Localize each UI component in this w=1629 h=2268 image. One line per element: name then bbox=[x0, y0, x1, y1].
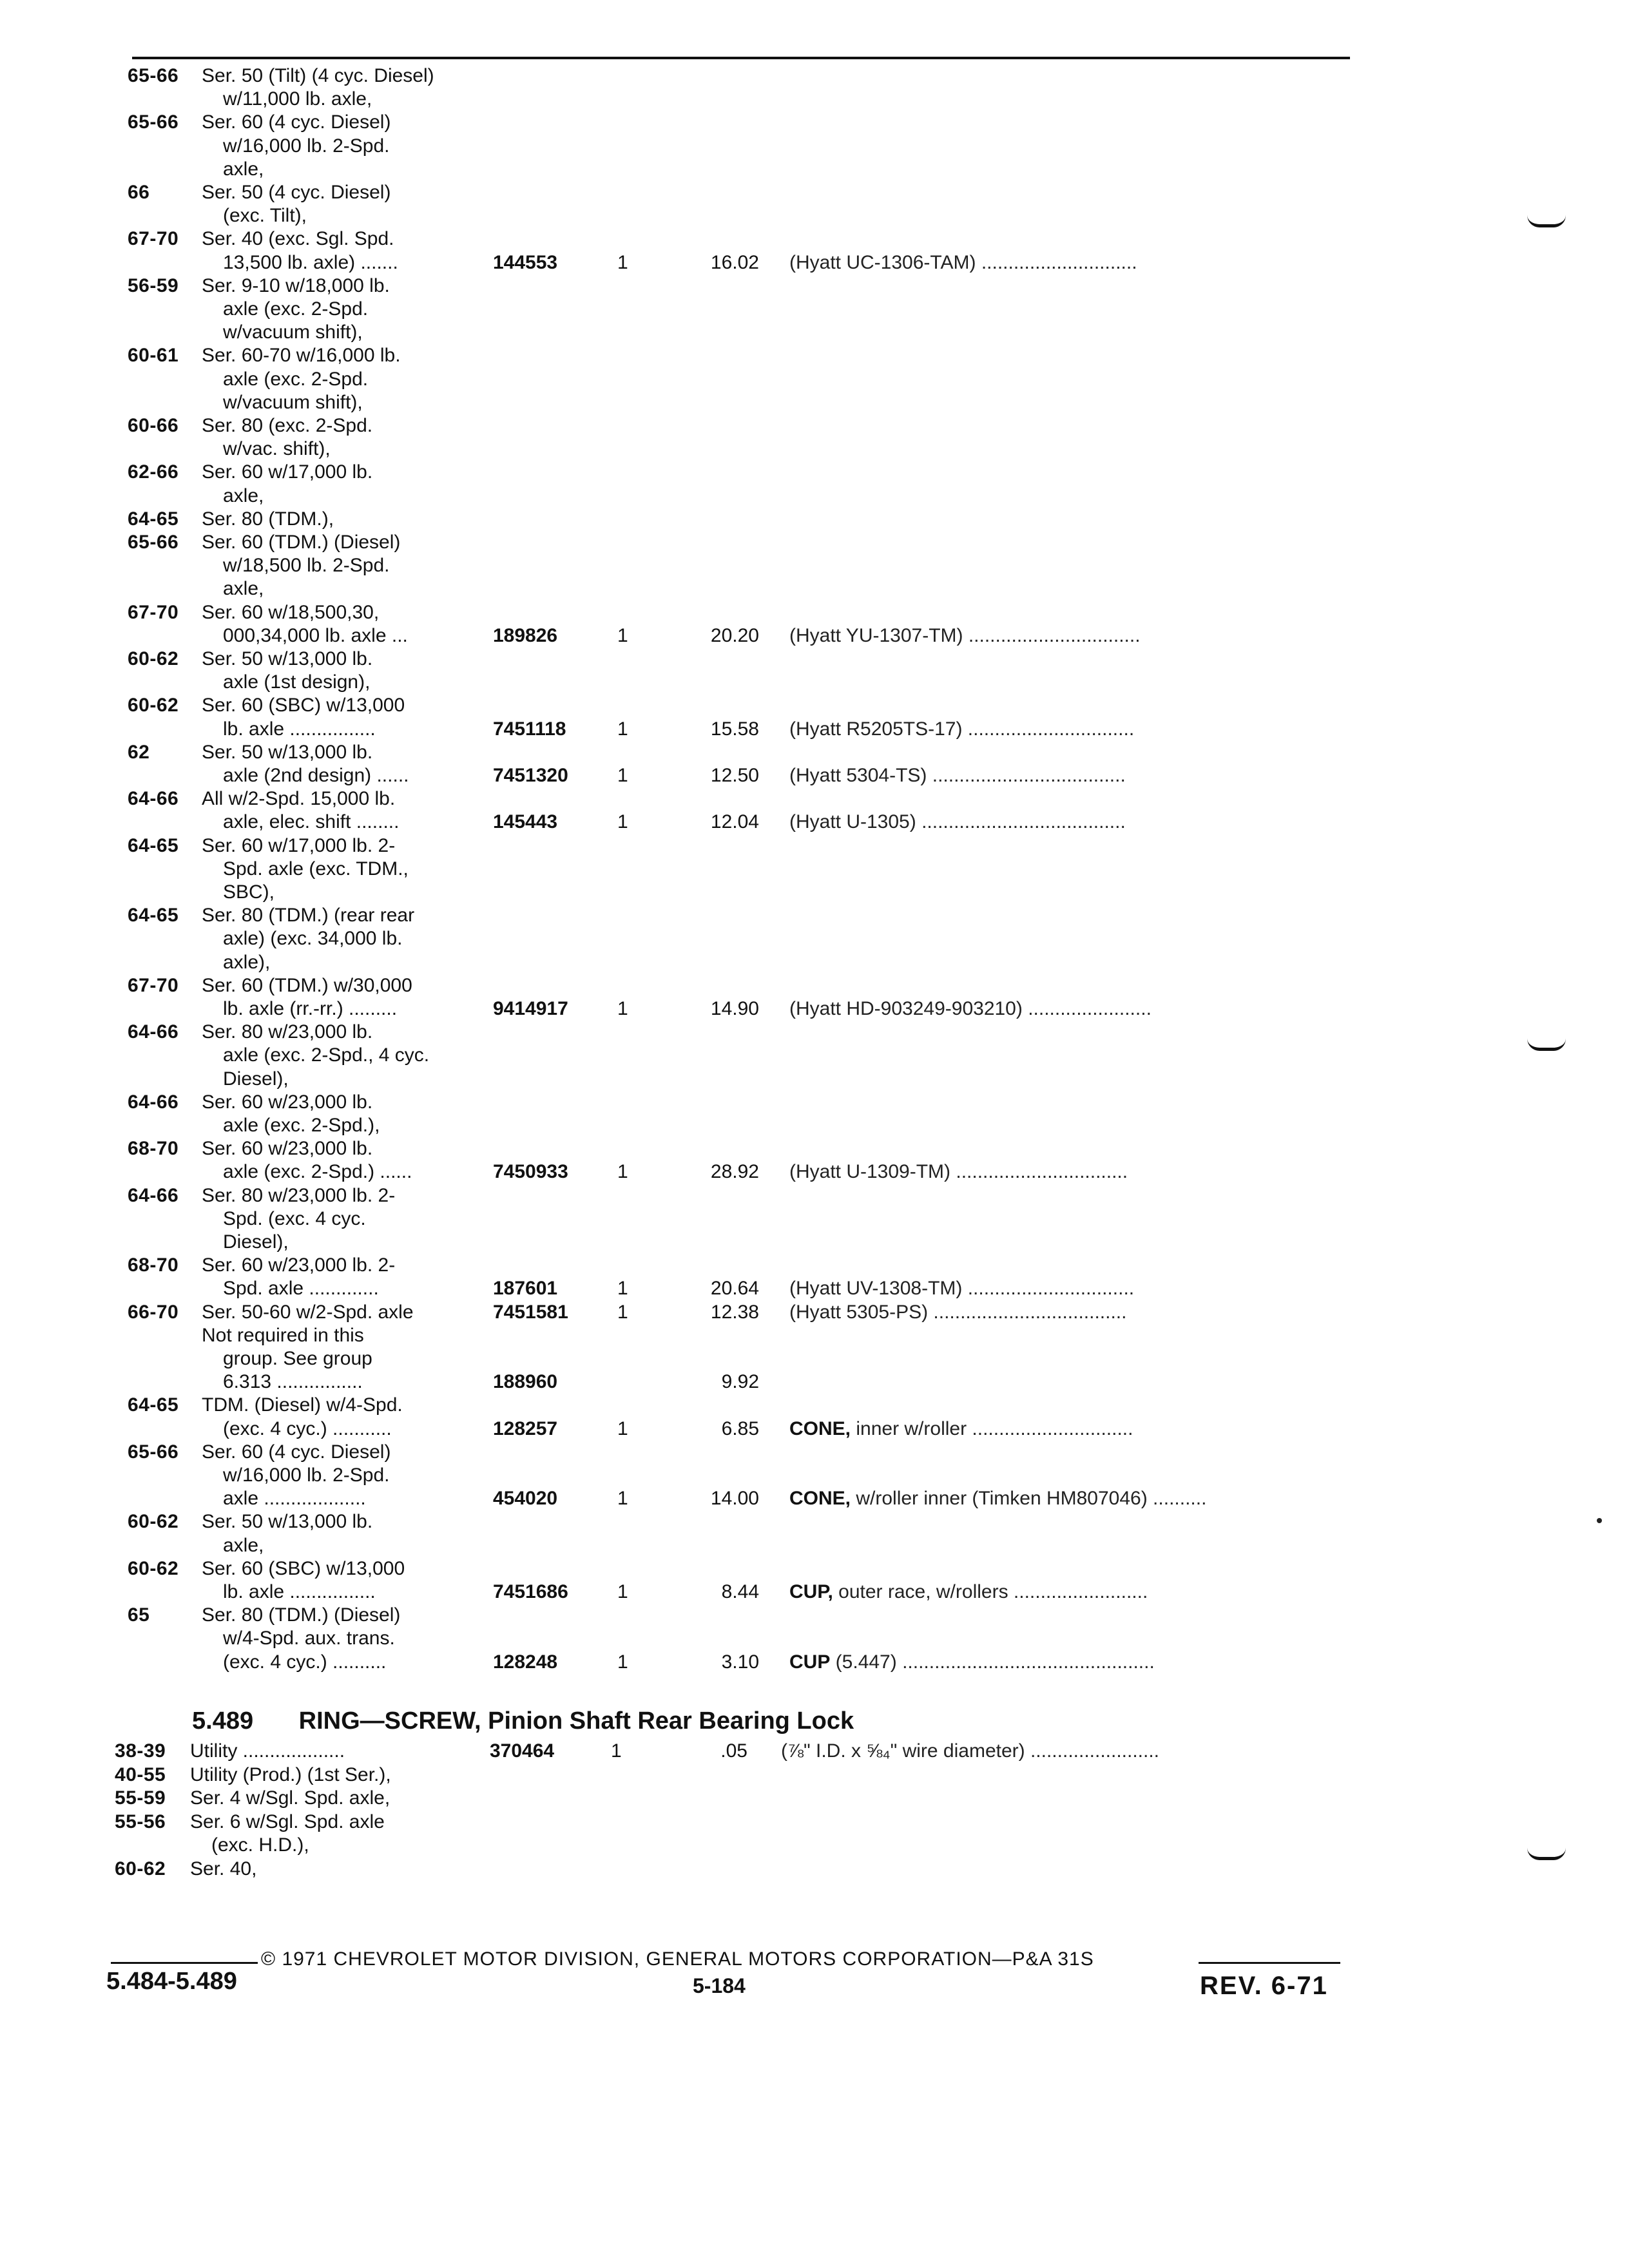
model-years: 67-70 bbox=[128, 228, 179, 250]
part-number: 144553 bbox=[493, 251, 558, 273]
application-text: axle ................... bbox=[223, 1488, 366, 1510]
part-note-text: (Hyatt 5305-PS) .................................... bbox=[789, 1301, 1127, 1323]
part-note bbox=[789, 1301, 1126, 1324]
application-text: axle (exc. 2-Spd.) ...... bbox=[223, 1161, 412, 1183]
footer-page-number: 5-184 bbox=[693, 1974, 746, 1997]
application-text: Ser. 60 (TDM.) (Diesel) bbox=[202, 532, 401, 553]
quantity: 1 bbox=[617, 1278, 628, 1300]
margin-dot bbox=[1597, 1518, 1602, 1523]
part-note bbox=[789, 251, 1137, 274]
application-text: axle, bbox=[223, 1534, 264, 1556]
part-note-text: (Hyatt YU-1307-TM) ................................ bbox=[789, 624, 1141, 646]
application-text: Ser. 80 (TDM.), bbox=[202, 508, 334, 530]
application-text: w/16,000 lb. 2-Spd. bbox=[223, 135, 390, 157]
application-text: Ser. 60 w/23,000 lb. 2- bbox=[202, 1254, 396, 1276]
footer-rule-right bbox=[1199, 1962, 1340, 1964]
price: 12.50 bbox=[710, 765, 759, 786]
model-years: 60-62 bbox=[115, 1858, 166, 1879]
group-number: 5.489 bbox=[192, 1707, 254, 1735]
application-text: Ser. 4 w/Sgl. Spd. axle, bbox=[190, 1787, 390, 1809]
model-years: 40-55 bbox=[115, 1763, 166, 1785]
group-title: RING—SCREW, Pinion Shaft Rear Bearing Lock bbox=[298, 1707, 854, 1735]
model-years: 38-39 bbox=[115, 1740, 166, 1762]
part-number: 454020 bbox=[493, 1488, 558, 1510]
part-number: 145443 bbox=[493, 811, 558, 833]
application-text: Ser. 80 (exc. 2-Spd. bbox=[202, 415, 373, 436]
application-text: Ser. 60-70 w/16,000 lb. bbox=[202, 345, 401, 367]
application-text: Utility ................... bbox=[190, 1740, 345, 1762]
quantity: 1 bbox=[617, 1488, 628, 1510]
part-number: 7450933 bbox=[493, 1161, 568, 1183]
part-number: 187601 bbox=[493, 1278, 558, 1300]
part-number: 189826 bbox=[493, 624, 558, 646]
model-years: 64-66 bbox=[128, 788, 179, 810]
part-note bbox=[789, 1418, 1133, 1441]
application-text: Ser. 6 w/Sgl. Spd. axle bbox=[190, 1811, 385, 1832]
part-note-text: (Hyatt HD-903249-903210) ....................... bbox=[789, 998, 1152, 1019]
part-number: 9414917 bbox=[493, 998, 568, 1019]
application-text: axle, bbox=[223, 578, 264, 600]
model-years: 60-62 bbox=[128, 1557, 179, 1579]
application-text: All w/2-Spd. 15,000 lb. bbox=[202, 788, 396, 810]
application-text: Ser. 60 (4 cyc. Diesel) bbox=[202, 1441, 391, 1463]
model-years: 64-65 bbox=[128, 508, 179, 530]
part-note bbox=[789, 811, 1126, 834]
application-text: axle (exc. 2-Spd.), bbox=[223, 1115, 380, 1136]
application-text: 13,500 lb. axle) ....... bbox=[223, 251, 398, 273]
quantity: 1 bbox=[617, 624, 628, 646]
application-text: Spd. axle (exc. TDM., bbox=[223, 858, 409, 879]
application-text: Ser. 50 (Tilt) (4 cyc. Diesel) bbox=[202, 65, 434, 86]
application-text: (exc. 4 cyc.) .......... bbox=[223, 1651, 387, 1673]
application-text: axle), bbox=[223, 951, 271, 973]
footer-revision: REV. 6-71 bbox=[1200, 1972, 1328, 2000]
part-note-name: CUP bbox=[789, 1651, 831, 1673]
part-note-text: inner w/roller .............................. bbox=[851, 1418, 1133, 1439]
price: 12.04 bbox=[710, 811, 759, 833]
application-text: axle, bbox=[223, 485, 264, 506]
part-note-text: outer race, w/rollers ......................... bbox=[833, 1581, 1148, 1602]
application-text: Ser. 50 w/13,000 lb. bbox=[202, 741, 373, 763]
part-note bbox=[789, 997, 1152, 1021]
application-text: w/11,000 lb. axle, bbox=[223, 88, 372, 110]
application-text: TDM. (Diesel) w/4-Spd. bbox=[202, 1394, 403, 1416]
application-text: Ser. 50-60 w/2-Spd. axle bbox=[202, 1301, 414, 1323]
part-note bbox=[789, 764, 1126, 787]
part-note-text: (Hyatt 5304-TS) .................................... bbox=[789, 765, 1126, 786]
model-years: 56-59 bbox=[128, 274, 179, 296]
price: 20.20 bbox=[710, 624, 759, 646]
model-years: 55-56 bbox=[115, 1811, 166, 1832]
application-text: w/vacuum shift), bbox=[223, 391, 363, 413]
price: 20.64 bbox=[710, 1278, 759, 1300]
part-note-text: (5.447) ............................................... bbox=[830, 1651, 1155, 1673]
part-note-text: (Hyatt U-1309-TM) ................................ bbox=[789, 1161, 1128, 1183]
quantity: 1 bbox=[617, 998, 628, 1019]
quantity: 1 bbox=[617, 765, 628, 786]
part-number: 7451581 bbox=[493, 1301, 568, 1323]
application-text: Ser. 50 w/13,000 lb. bbox=[202, 648, 373, 669]
application-text: lb. axle ................ bbox=[223, 1581, 376, 1602]
price: 14.00 bbox=[710, 1488, 759, 1510]
application-text: Ser. 80 w/23,000 lb. 2- bbox=[202, 1184, 396, 1206]
quantity: 1 bbox=[617, 1651, 628, 1673]
application-text: w/16,000 lb. 2-Spd. bbox=[223, 1465, 390, 1486]
part-note-text: (Hyatt U-1305) ...................................... bbox=[789, 811, 1126, 833]
application-text: lb. axle (rr.-rr.) ......... bbox=[223, 998, 398, 1019]
footer-rule-left bbox=[111, 1962, 258, 1964]
application-text: Utility (Prod.) (1st Ser.), bbox=[190, 1763, 391, 1785]
model-years: 60-62 bbox=[128, 648, 179, 669]
model-years: 64-65 bbox=[128, 834, 179, 856]
model-years: 60-62 bbox=[128, 695, 179, 716]
model-years: 55-59 bbox=[115, 1787, 166, 1809]
model-years: 68-70 bbox=[128, 1138, 179, 1160]
part-number: 188960 bbox=[493, 1371, 558, 1393]
application-text: Ser. 60 w/17,000 lb. bbox=[202, 461, 373, 483]
part-note-text: (⅞" I.D. x ⅝₄" wire diameter) ........................ bbox=[781, 1740, 1160, 1762]
footer-section-range: 5.484-5.489 bbox=[106, 1968, 237, 1995]
part-number: 370464 bbox=[490, 1740, 555, 1762]
part-number: 128257 bbox=[493, 1418, 558, 1439]
model-years: 62 bbox=[128, 741, 150, 763]
application-text: axle, elec. shift ........ bbox=[223, 811, 400, 833]
price: 16.02 bbox=[710, 251, 759, 273]
application-text: Spd. axle ............. bbox=[223, 1278, 379, 1300]
application-text: axle (exc. 2-Spd. bbox=[223, 298, 369, 320]
part-note-text: (Hyatt UV-1308-TM) ............................... bbox=[789, 1278, 1135, 1300]
quantity: 1 bbox=[617, 1418, 628, 1439]
application-text: Ser. 60 w/23,000 lb. bbox=[202, 1091, 373, 1113]
part-note-name: CONE, bbox=[789, 1418, 851, 1439]
model-years: 66-70 bbox=[128, 1301, 179, 1323]
application-text: w/18,500 lb. 2-Spd. bbox=[223, 555, 390, 577]
part-note bbox=[781, 1740, 1159, 1763]
price: 28.92 bbox=[710, 1161, 759, 1183]
model-years: 67-70 bbox=[128, 974, 179, 996]
application-text: Ser. 80 w/23,000 lb. bbox=[202, 1021, 373, 1043]
quantity: 1 bbox=[617, 251, 628, 273]
application-text: axle (exc. 2-Spd., 4 cyc. bbox=[223, 1044, 430, 1066]
price: .05 bbox=[720, 1740, 747, 1762]
part-number: 7451686 bbox=[493, 1581, 568, 1602]
application-text: (exc. 4 cyc.) ........... bbox=[223, 1418, 392, 1439]
application-text: Ser. 80 (TDM.) (rear rear bbox=[202, 905, 415, 927]
part-note-name: CUP, bbox=[789, 1581, 833, 1602]
part-note-text: w/roller inner (Timken HM807046) .......... bbox=[851, 1488, 1207, 1510]
part-note bbox=[789, 1651, 1155, 1674]
price: 6.85 bbox=[721, 1418, 759, 1439]
application-text: Diesel), bbox=[223, 1231, 289, 1253]
application-text: axle, bbox=[223, 158, 264, 180]
quantity: 1 bbox=[617, 811, 628, 833]
application-text: Ser. 60 w/18,500,30, bbox=[202, 601, 380, 623]
application-text: w/4-Spd. aux. trans. bbox=[223, 1628, 395, 1649]
part-number: 7451118 bbox=[493, 718, 566, 740]
top-rule bbox=[132, 57, 1350, 59]
application-text: Ser. 60 (4 cyc. Diesel) bbox=[202, 111, 391, 133]
part-note bbox=[789, 718, 1134, 741]
application-text: Ser. 50 w/13,000 lb. bbox=[202, 1511, 373, 1533]
price: 14.90 bbox=[710, 998, 759, 1019]
application-text: Ser. 50 (4 cyc. Diesel) bbox=[202, 182, 391, 203]
model-years: 60-61 bbox=[128, 345, 179, 367]
binder-hole-mark bbox=[1527, 1848, 1566, 1860]
model-years: 65-66 bbox=[128, 1441, 179, 1463]
model-years: 64-66 bbox=[128, 1184, 179, 1206]
application-text: 000,34,000 lb. axle ... bbox=[223, 624, 408, 646]
model-years: 65 bbox=[128, 1604, 150, 1626]
application-text: 6.313 ................ bbox=[223, 1371, 363, 1393]
price: 3.10 bbox=[721, 1651, 759, 1673]
model-years: 65-66 bbox=[128, 111, 179, 133]
price: 9.92 bbox=[721, 1371, 759, 1393]
part-note-text: (Hyatt UC-1306-TAM) ............................. bbox=[789, 251, 1137, 273]
application-text: Ser. 60 w/17,000 lb. 2- bbox=[202, 834, 396, 856]
part-note-name: CONE, bbox=[789, 1488, 851, 1510]
application-text: Ser. 60 (SBC) w/13,000 bbox=[202, 1557, 405, 1579]
model-years: 64-65 bbox=[128, 1394, 179, 1416]
model-years: 65-66 bbox=[128, 532, 179, 553]
application-text: group. See group bbox=[223, 1348, 372, 1369]
price: 12.38 bbox=[710, 1301, 759, 1323]
part-number: 7451320 bbox=[493, 765, 568, 786]
model-years: 66 bbox=[128, 182, 150, 203]
application-text: (exc. H.D.), bbox=[211, 1834, 309, 1856]
model-years: 68-70 bbox=[128, 1254, 179, 1276]
model-years: 62-66 bbox=[128, 461, 179, 483]
part-note bbox=[789, 1277, 1134, 1300]
price: 15.58 bbox=[710, 718, 759, 740]
application-text: Ser. 80 (TDM.) (Diesel) bbox=[202, 1604, 401, 1626]
application-text: w/vacuum shift), bbox=[223, 322, 363, 343]
application-text: Ser. 40 (exc. Sgl. Spd. bbox=[202, 228, 394, 250]
model-years: 64-66 bbox=[128, 1091, 179, 1113]
model-years: 60-62 bbox=[128, 1511, 179, 1533]
model-years: 67-70 bbox=[128, 601, 179, 623]
application-text: axle (exc. 2-Spd. bbox=[223, 368, 369, 390]
quantity: 1 bbox=[617, 1581, 628, 1602]
application-text: Ser. 60 (SBC) w/13,000 bbox=[202, 695, 405, 716]
application-text: lb. axle ................ bbox=[223, 718, 376, 740]
application-text: Ser. 9-10 w/18,000 lb. bbox=[202, 274, 390, 296]
model-years: 64-65 bbox=[128, 905, 179, 927]
part-number: 128248 bbox=[493, 1651, 558, 1673]
binder-hole-mark bbox=[1527, 1039, 1566, 1051]
application-text: Not required in this bbox=[202, 1324, 364, 1346]
part-note-text: (Hyatt R5205TS-17) ............................... bbox=[789, 718, 1135, 740]
application-text: w/vac. shift), bbox=[223, 438, 331, 460]
application-text: Ser. 60 w/23,000 lb. bbox=[202, 1138, 373, 1160]
application-text: Diesel), bbox=[223, 1068, 289, 1090]
quantity: 1 bbox=[617, 718, 628, 740]
footer-copyright: © 1971 CHEVROLET MOTOR DIVISION, GENERAL MOTORS CORPORATION—P&A 31S bbox=[261, 1948, 1094, 1970]
model-years: 65-66 bbox=[128, 65, 179, 86]
model-years: 60-66 bbox=[128, 415, 179, 436]
application-text: Ser. 60 (TDM.) w/30,000 bbox=[202, 974, 412, 996]
group-heading bbox=[192, 1707, 854, 1735]
application-text: (exc. Tilt), bbox=[223, 205, 307, 227]
quantity: 1 bbox=[617, 1161, 628, 1183]
part-note bbox=[789, 624, 1141, 648]
price: 8.44 bbox=[721, 1581, 759, 1602]
part-note bbox=[789, 1160, 1128, 1184]
quantity: 1 bbox=[617, 1301, 628, 1323]
application-text: axle (2nd design) ...... bbox=[223, 765, 409, 786]
application-text: SBC), bbox=[223, 881, 275, 903]
application-text: Ser. 40, bbox=[190, 1858, 257, 1879]
application-text: Spd. (exc. 4 cyc. bbox=[223, 1207, 366, 1229]
application-text: axle (1st design), bbox=[223, 671, 371, 693]
model-years: 64-66 bbox=[128, 1021, 179, 1043]
binder-hole-mark bbox=[1527, 215, 1566, 227]
part-note bbox=[789, 1581, 1148, 1604]
application-text: axle) (exc. 34,000 lb. bbox=[223, 928, 403, 950]
part-note bbox=[789, 1487, 1206, 1510]
quantity: 1 bbox=[611, 1740, 622, 1762]
